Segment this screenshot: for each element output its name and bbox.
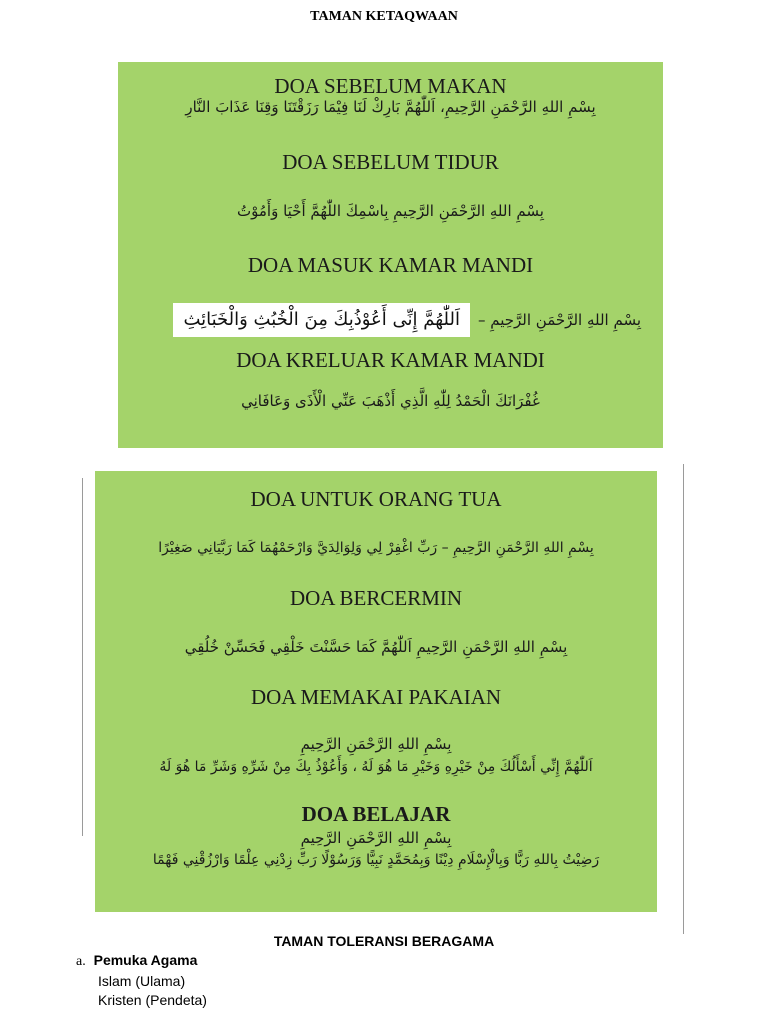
list-item: Islam (Ulama) — [98, 973, 186, 989]
doa-makan-text: بِسْمِ اللهِ الرَّحْمَنِ الرَّحِيمِ، اَللّٰهُمَّ بَارِكْ لَنَا فِيْمَا رَزَقْتَنَا وَقِنَا عَذَابَ النَّارِ — [185, 98, 596, 116]
left-border-line — [82, 478, 83, 836]
page-title: TAMAN KETAQWAAN — [310, 9, 458, 24]
doa-panel-2 — [95, 471, 657, 912]
section-subtitle: TAMAN TOLERANSI BERAGAMA — [273, 933, 495, 949]
doa-pakaian-text: اَللّٰهُمَّ إِنِّي أَسْأَلُكَ مِنْ خَيْرِهِ وَخَيْرِ مَا هُوَ لَهُ ، وَأَعُوْذُ بِكَ مِنْ شَرِّهِ وَشَرِّ مَا هُوَ لَهُ — [159, 759, 593, 775]
list-item: Kristen (Pendeta) — [98, 992, 207, 1008]
list-heading-label: Pemuka Agama — [93, 952, 198, 968]
doa-pakaian-title: DOA MEMAKAI PAKAIAN — [250, 685, 502, 709]
doa-belajar-text: رَضِيْتُ بِاللهِ رَبًّا وَبِالْإِسْلَامِ دِيْنًا وَبِمُحَمَّدٍ نَبِيًّا وَرَسُوْلًا رَبِّ زِدْنِي عِلْمًا وَارْزُقْنِي فَهْمًا — [152, 852, 600, 868]
doa-makan-title: DOA SEBELUM MAKAN — [274, 74, 507, 98]
doa-masuk-text: اَللّٰهُمَّ إِنِّى أَعُوْذُبِكَ مِنَ الْخُبُثِ وَالْخَبَائِثِ — [173, 303, 470, 337]
doa-masuk-title: DOA MASUK KAMAR MANDI — [247, 253, 534, 277]
doa-tidur-title: DOA SEBELUM TIDUR — [282, 150, 499, 174]
doa-bercermin-text: بِسْمِ اللهِ الرَّحْمَنِ الرَّحِيمِ اَللّٰهُمَّ كَمَا حَسَّنْتَ خَلْقِي فَحَسِّنْ خُلُقِي — [184, 638, 568, 656]
doa-masuk-prefix: بِسْمِ اللهِ الرَّحْمَنِ الرَّحِيمِ – — [477, 311, 641, 329]
doa-orangtua-title: DOA UNTUK ORANG TUA — [250, 487, 502, 511]
doa-panel-1 — [118, 62, 663, 448]
doa-tidur-text: بِسْمِ اللهِ الرَّحْمَنِ الرَّحِيمِ بِاسْمِكَ اللّٰهُمَّ أَحْيَا وَأَمُوْتُ — [237, 202, 544, 220]
doa-orangtua-text: بِسْمِ اللهِ الرَّحْمَنِ الرَّحِيمِ – رَبِّ اغْفِرْ لِي وَلِوَالِدَيَّ وَارْحَمْهُمَا كَمَا رَبَّيَانِي صَغِيْرًا — [158, 540, 594, 556]
doa-belajar-title: DOA BELAJAR — [301, 802, 451, 826]
doa-keluar-text: غُفْرَانَكَ الْحَمْدُ لِلّٰهِ الَّذِي أَذْهَبَ عَنِّي الْأَذَى وَعَافَانِي — [241, 392, 540, 410]
doa-masuk-row — [128, 303, 641, 337]
doa-belajar-basmalah: بِسْمِ اللهِ الرَّحْمَنِ الرَّحِيمِ — [300, 829, 452, 847]
right-border-line — [683, 464, 684, 934]
doa-bercermin-title: DOA BERCERMIN — [289, 586, 463, 610]
doa-keluar-title: DOA KRELUAR KAMAR MANDI — [236, 348, 545, 372]
list-heading — [76, 952, 197, 970]
list-marker: a. — [76, 954, 86, 969]
doa-pakaian-basmalah: بِسْمِ اللهِ الرَّحْمَنِ الرَّحِيمِ — [300, 735, 452, 753]
